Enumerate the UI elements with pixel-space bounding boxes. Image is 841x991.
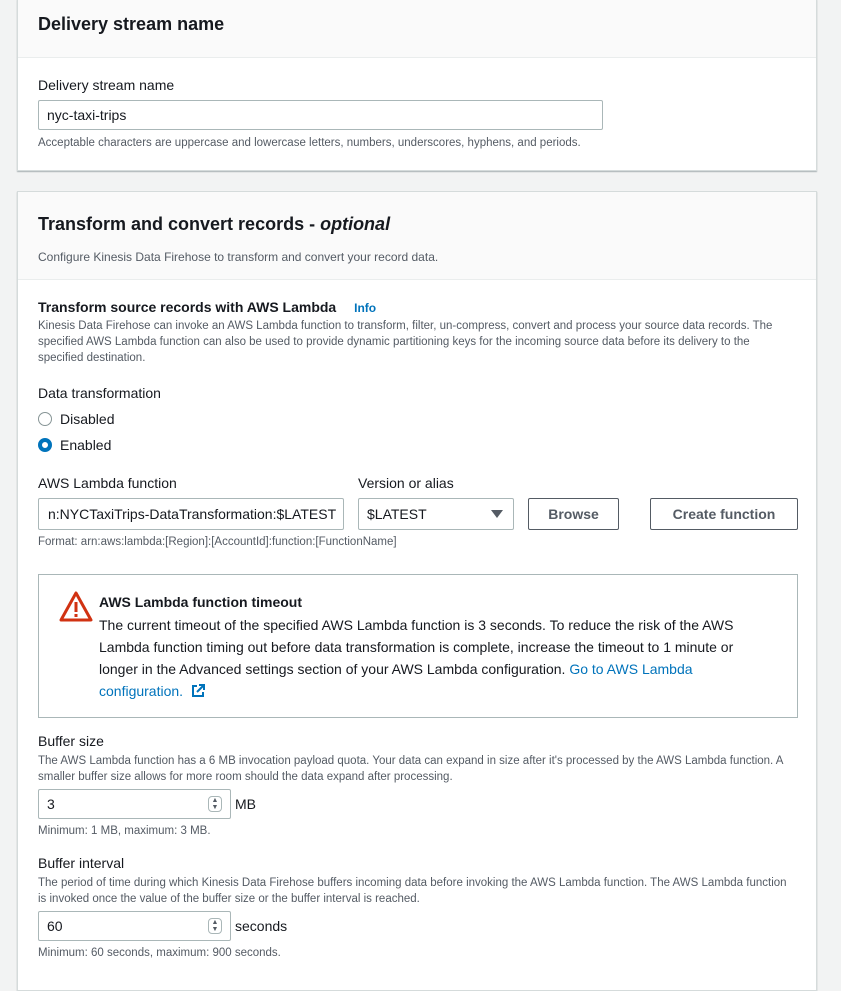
browse-button[interactable]: Browse xyxy=(528,498,619,530)
buffer-size-stepper-icon[interactable]: ▲ ▼ xyxy=(208,796,222,812)
delivery-stream-name-label: Delivery stream name xyxy=(38,77,175,93)
radio-disabled-label: Disabled xyxy=(60,411,115,427)
warning-body: The current timeout of the specified AWS Lambda function is 3 seconds. To reduce the risk of the AWS Lambda function timing out before data transformation is complete, increase the timeout to 1 minute or longer in the Advanced settings section of your AWS Lambda configuration. xyxy=(99,617,734,677)
lambda-format-hint: Format: arn:aws:lambda:[Region]:[AccountId]:function:[FunctionName] xyxy=(38,536,397,548)
timeout-warning-alert xyxy=(38,574,798,718)
buffer-interval-stepper-icon[interactable]: ▲ ▼ xyxy=(208,918,222,934)
buffer-interval-input[interactable] xyxy=(38,911,231,941)
delivery-stream-panel xyxy=(17,0,817,171)
buffer-interval-value: 60 xyxy=(47,918,63,934)
transform-panel-title-text: Transform and convert records - xyxy=(38,214,321,234)
buffer-size-label: Buffer size xyxy=(38,733,104,749)
lambda-function-input[interactable]: n:NYCTaxiTrips-DataTransformation:$LATEST xyxy=(38,498,344,530)
transform-panel-title-optional: optional xyxy=(320,214,391,234)
version-select-value: $LATEST xyxy=(367,506,427,522)
radio-option-enabled[interactable] xyxy=(38,436,238,456)
lambda-function-label: AWS Lambda function xyxy=(38,475,177,491)
buffer-size-value: 3 xyxy=(47,796,55,812)
buffer-interval-constraint: Minimum: 60 seconds, maximum: 900 seconds. xyxy=(38,947,281,959)
radio-disabled-icon[interactable] xyxy=(38,412,52,426)
version-label: Version or alias xyxy=(358,475,454,491)
version-select[interactable] xyxy=(358,498,514,530)
transform-panel-title xyxy=(38,214,390,235)
delivery-stream-panel-header xyxy=(18,0,816,58)
external-link-icon[interactable] xyxy=(191,682,205,704)
radio-enabled-icon[interactable] xyxy=(38,438,52,452)
buffer-size-constraint: Minimum: 1 MB, maximum: 3 MB. xyxy=(38,825,211,837)
buffer-interval-unit: seconds xyxy=(235,918,288,934)
create-function-button[interactable]: Create function xyxy=(650,498,798,530)
buffer-interval-description: The period of time during which Kinesis Data Firehose buffers incoming data before invoking the AWS Lambda function. The AWS Lambda function is invoked once the value of the buffer size or the buffer interval is reached. xyxy=(38,877,787,905)
info-link[interactable]: Info xyxy=(354,301,377,315)
transform-panel xyxy=(17,191,817,991)
transform-panel-description: Configure Kinesis Data Firehose to transform and convert your record data. xyxy=(38,250,439,264)
buffer-size-unit: MB xyxy=(235,796,256,812)
warning-icon xyxy=(59,591,93,628)
buffer-interval-label: Buffer interval xyxy=(38,855,125,871)
warning-text xyxy=(99,614,774,704)
lambda-section-title xyxy=(38,299,376,315)
lambda-config-link[interactable]: Go to AWS Lambda configuration. xyxy=(99,661,693,699)
lambda-section-description: Kinesis Data Firehose can invoke an AWS Lambda function to transform, filter, un-compress, convert and process your source data records. The specified AWS Lambda function can also be used to provide dynamic partitioning keys for the incoming source data before its delivery to the specified destination. xyxy=(38,320,773,364)
delivery-stream-name-input[interactable]: nyc-taxi-trips xyxy=(38,100,603,130)
caret-down-icon xyxy=(491,510,503,518)
buffer-size-description: The AWS Lambda function has a 6 MB invocation payload quota. Your data can expand in size after it's processed by the AWS Lambda function. A smaller buffer size allows for more room should the data expand after processing. xyxy=(38,755,783,783)
lambda-section-title-text: Transform source records with AWS Lambda xyxy=(38,299,337,315)
buffer-size-input[interactable] xyxy=(38,789,231,819)
data-transformation-label: Data transformation xyxy=(38,385,161,401)
transform-panel-header xyxy=(18,192,816,280)
radio-option-disabled[interactable] xyxy=(38,410,238,430)
delivery-stream-panel-title: Delivery stream name xyxy=(38,14,225,34)
warning-title: AWS Lambda function timeout xyxy=(99,594,302,610)
delivery-stream-name-hint: Acceptable characters are uppercase and lowercase letters, numbers, underscores, hyphens, and periods. xyxy=(38,137,581,149)
radio-enabled-label: Enabled xyxy=(60,437,112,453)
